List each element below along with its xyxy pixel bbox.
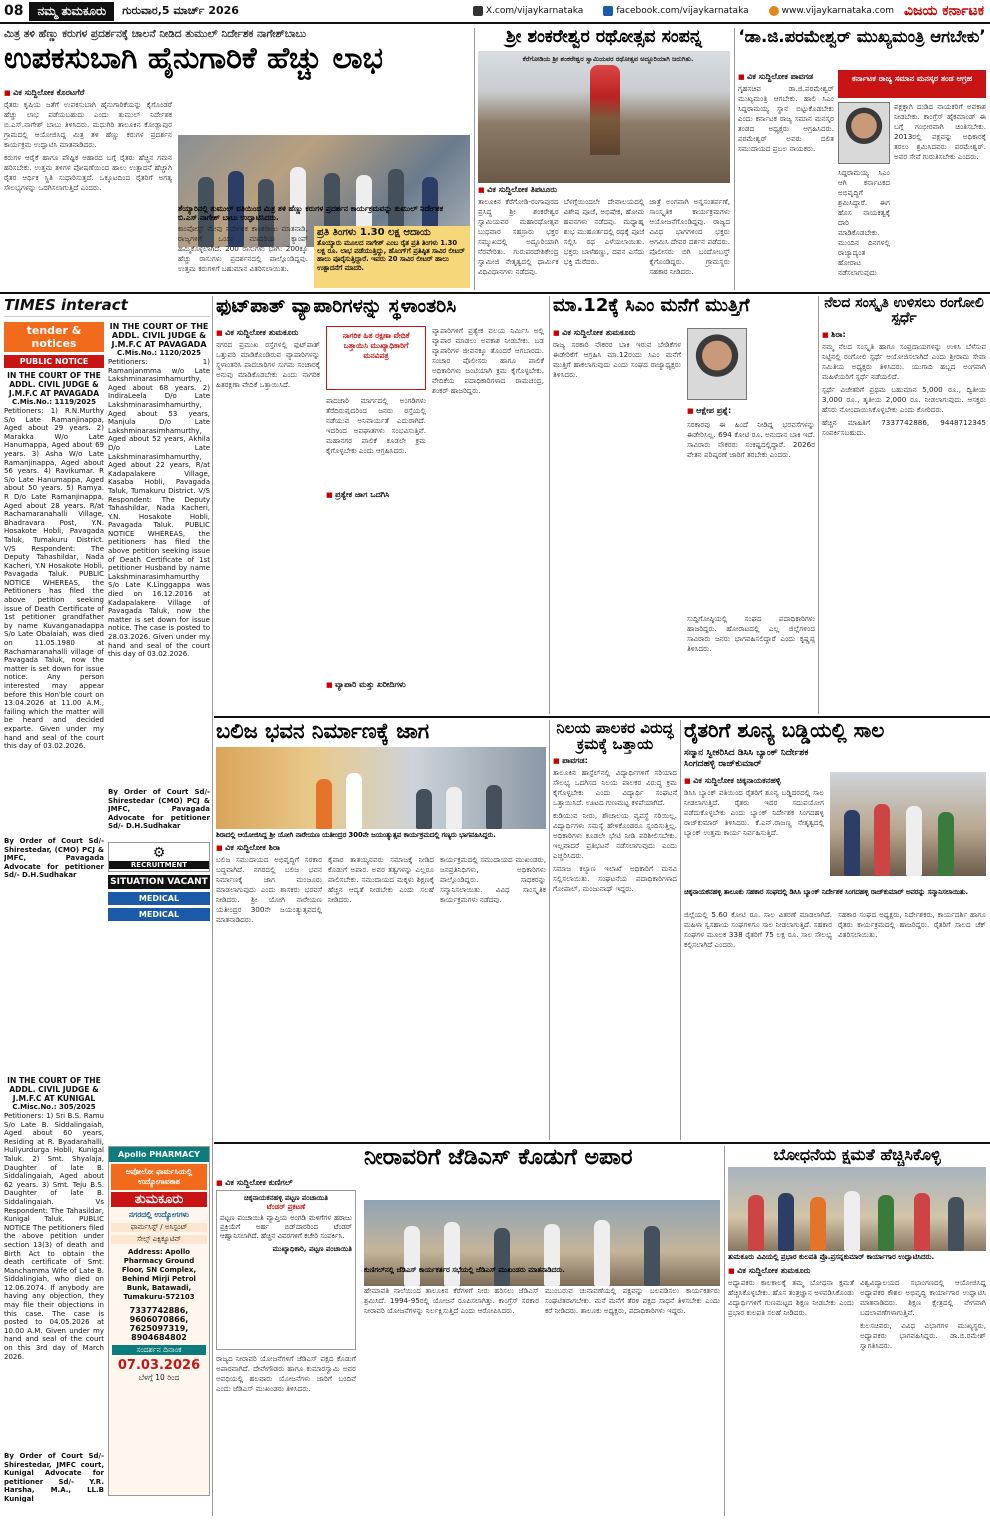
story-byline: ■ ವಿಕ ಸುದ್ದಿಲೋಕ ಕೊರಟಗೆರೆ (4, 88, 172, 98)
page-number: 08 (4, 3, 24, 19)
story-teaching (728, 1146, 986, 1516)
notice-sign: By Order of Court Sd/- Shirestedar, (CMO) PCJ & JMFC, Pavagada Advocate for petitioner Sd/- D.H.Sudhakar (4, 837, 104, 880)
story-subhead: ಸನ್ಮಾನ ಸ್ವೀಕರಿಸಿದ ಡಿಸಿಸಿ ಬ್ಯಾಂಕ್ ನಿರ್ದೇಶಕ ಸಿಂಗದಹಳ್ಳಿ ರಾಜ್‌ಕುಮಾರ್ (684, 748, 809, 769)
story-headline: ‘ಡಾ.ಜಿ.ಪರಮೇಶ್ವರ್ ಮುಖ್ಯಮಂತ್ರಿ ಆಗಬೇಕು’ (738, 27, 986, 46)
issue-date: ಗುರುವಾರ,5 ಮಾರ್ಚ್ 2026 (122, 4, 239, 17)
story-jds (216, 1146, 720, 1516)
story-headline: ಉಪಕಸುಬಾಗಿ ಹೈನುಗಾರಿಕೆ ಹೆಚ್ಚು ಲಾಭ (4, 41, 384, 76)
tender-title: ಚಿಕ್ಕನಾಯಕನಹಳ್ಳಿ ಪಟ್ಟಣ ಪಂಚಾಯಿತಿ (244, 1194, 328, 1202)
ad-interview-label: ಸಂದರ್ಶನ ದಿನಾಂಕ (112, 1345, 206, 1355)
photo-caption: ಕೆರೆಗೋಡಿಯ ಶ್ರೀ ಶಂಕರೇಶ್ವರ ಸ್ವಾಮಿಯವರ ರಥೋತ್ಸವ ಅದ್ದೂರಿಯಾಗಿ ಜರುಗಿತು. (522, 54, 694, 63)
ad-interview-date: 07.03.2026 (117, 1358, 201, 1373)
apollo-logo: Apollo PHARMACY (109, 1147, 209, 1162)
story-byline: ■ ವಿಕ ಸುದ್ದಿಲೋಕ ತಿಪಟೂರು (478, 185, 730, 195)
story-cm-siege (553, 296, 815, 714)
story-headline: ಬೋಧನೆಯ ಕ್ಷಮತೆ ಹೆಚ್ಚಿಸಿಕೊಳ್ಳಿ (773, 1145, 941, 1164)
story-body: ರಾಜ್ಯದ ನೀರಾವರಿ ಯೋಜನೆಗಳಿಗೆ ಜೆಡಿಎಸ್ ಪಕ್ಷದ ಕೊಡುಗೆ ಅಪಾರವಾಗಿದೆ. ದೇವೇಗೌಡರು ಹಾಗೂ ಕುಮಾರಸ್ವಾಮಿ ಅವರ ಅವಧಿಯಲ್ಲಿ ಹಲವಾರು ಯೋಜನೆಗಳು ಜಾರಿಗೆ ಬಂದಿವೆ ಎಂದು ಜೆಡಿಎಸ್ ಮುಖಂಡರು ತಿಳಿಸಿದರು. (216, 1354, 356, 1393)
ad-phones: 7337742886, 9606070866, 7625097319, 8904684802 (129, 1306, 189, 1342)
tender-sign: ಮುಖ್ಯಾಧಿಕಾರಿ, ಪಟ್ಟಣ ಪಂಚಾಯಿತಿ (272, 1245, 352, 1253)
notice-sign: By Order of Court Sd/- Shirestedar (CMO) PCJ & JMFC, Pavagada Advocate for petitioner Sd/- D.H.Sudhakar (108, 788, 210, 831)
story-subhead: ■ ಪ್ರತ್ಯೇಕ ಜಾಗ ಒದಗಿಸಿ (326, 490, 426, 500)
tender-sub: ಟೆಂಡರ್ ಪ್ರಕಟಣೆ (266, 1203, 306, 1211)
story-body: ಸುದ್ದಿಗೋಷ್ಠಿಯಲ್ಲಿ ಸಂಘದ ಪದಾಧಿಕಾರಿಗಳು ಹಾಜರಿದ್ದರು. ಹೋರಾಟದಲ್ಲಿ ಎಲ್ಲ ಜಿಲ್ಲೆಗಳಿಂದ ಸಾವಿರಾರು ಜನರು ಭಾಗವಹಿಸಲಿದ್ದಾರೆ ಎಂದು ಕೃಷ್ಣಪ್ಪ ತಿಳಿಸಿದರು. (687, 614, 815, 653)
medical-tag: MEDICAL (108, 908, 210, 921)
story-body-2: ಕಾಂಪೋಸ್ಟ್ ಮೇವು ನಿರ್ದೇಶಕ ಕಾಂತರಾಜು ಮಾತನಾಡಿ, ರಾಜ್ಯಗಳಿಗೆ ಒಂದು ಮಾದರಿಯ ಕ್ಯಾಂಪ್ ಹಮ್ಮಿಕೊಳ್ಳಲಾಗಿದೆ. 200 ರಾಸುಗಳು ಭಾಗಿ: 200ಕ್ಕೂ ಹೆಚ್ಚು ರಾಸುಗಳು ಪ್ರದರ್ಶನದಲ್ಲಿ ಪಾಲ್ಗೊಂಡಿದ್ದವು. ಉತ್ತಮ ಕರುಗಳಿಗೆ ಬಹುಮಾನ ವಿತರಿಸಲಾಯಿತು. (178, 224, 308, 273)
story-byline: ■ ವಿಕ ಸುದ್ದಿಲೋಕ ತುಮಕೂರು (216, 328, 320, 338)
story-body: ಪಾದಚಾರಿ ಮಾರ್ಗದಲ್ಲಿ ಅಂಗಡಿಗಳು ತೆರೆದಿರುವುದರಿಂದ ಜನರು ರಸ್ತೆಯಲ್ಲಿ ನಡೆಯುವ ಅನಿವಾರ್ಯತೆ ಎದುರಾಗಿದೆ. ಇದರಿಂದ ಅಪಘಾತಗಳು ಸಂಭವಿಸುತ್ತಿವೆ. ಮಹಾನಗರ ಪಾಲಿಕೆ ಕೂಡಲೇ ಕ್ರಮ ಕೈಗೊಳ್ಳಬೇಕು ಎಂದು ಆಗ್ರಹಿಸಿದರು. (326, 396, 426, 455)
person-photo (838, 102, 890, 164)
tender-notices-banner: tender & notices (4, 322, 104, 352)
story-body: ಬಲಿಜ ಸಮುದಾಯದ ಅಭಿವೃದ್ಧಿಗೆ ಸರಕಾರ ಬದ್ಧವಾಗಿದೆ. ನಗರದಲ್ಲಿ ಬಲಿಜ ಭವನ ನಿರ್ಮಾಣಕ್ಕೆ ಜಾಗ ಮಂಜೂರು ಮಾಡಲಾಗುವುದು ಎಂದು ಶಾಸಕರು ಭರವಸೆ ನೀಡಿದರು. ಶ್ರೀ ಯೋಗಿ ನಾರೇಯಣ ಯತೀಂದ್ರರ 300ನೇ ಜಯಂತ್ಯುತ್ಸವದಲ್ಲಿ ಮಾತನಾಡಿದರು. (216, 854, 322, 924)
person-photo (687, 328, 747, 400)
story-byline: ■ ವಿಕ ಸುದ್ದಿಲೋಕ ಶಿರಾ (216, 843, 546, 853)
ad-line: ಅಪೋಲೋ ಫಾರ್ಮಸಿಯಲ್ಲಿ ಉದ್ಯೋಗಾವಕಾಶ (111, 1164, 207, 1190)
photo-caption: ಚಿಕ್ಕನಾಯಕನಹಳ್ಳಿ ತಾಲೂಕು ಸಹಕಾರ ಸಂಘದಲ್ಲಿ ಡಿಸಿಸಿ ಬ್ಯಾಂಕ್ ನಿರ್ದೇಶಕ ಸಿಂಗದಹಳ್ಳಿ ರಾಜ್‌ಕುಮಾರ್ ಅವರನ್ನು ಸನ್ಮಾನಿಸಲಾಯಿತು. (684, 888, 969, 896)
notice-case: C.Mis.No.: 1119/2025 (11, 398, 97, 406)
ad-address: Address: Apollo Pharmacy Ground Floor, SN Complex, Behind Mirji Petrol Bunk, Batawadi, Tumakuru-572103 (121, 1248, 197, 1301)
masthead (0, 0, 990, 24)
story-body: ಜಾತ್ರೆ ಅಂಗವಾಗಿ ಅನ್ನಸಂತರ್ಪಣೆ, ಸಾಂಸ್ಕೃತಿಕ ಕಾರ್ಯಕ್ರಮಗಳು ಆಯೋಜನೆಗೊಂಡಿದ್ದವು. ರಾಜ್ಯದ ವಿವಿಧ ಭಾಗಗಳಿಂದ ಭಕ್ತರು ಆಗಮಿಸಿ ದೇವರ ದರ್ಶನ ಪಡೆದರು. ಪೊಲೀಸರು ಬಿಗಿ ಬಂದೋಬಸ್ತ್ ಕೈಗೊಂಡಿದ್ದರು. ಗ್ರಾಮಸ್ಥರು ಸಹಕಾರ ನೀಡಿದರು. (649, 196, 731, 276)
story-subhead: ■ ವ್ಯಾಪಾರಿ ಮತ್ತು ಖರೀದಿಗಳು (326, 680, 426, 690)
ad-role: ಫಾರ್ಮಸಿಸ್ಟ್ / ಅಸಿಸ್ಟಂಟ್ (111, 1223, 207, 1232)
story-headline: ನೆಲದ ಸಂಸ್ಕೃತಿ ಉಳಿಸಲು ರಂಗೋಲಿ ಸ್ಪರ್ಧೆ (824, 295, 984, 327)
story-byline: ■ ವಿಕ ಸುದ್ದಿಲೋಕ ಕುಣಿಗಲ್ (216, 1178, 356, 1188)
story-body: ವಿಶ್ವವಿದ್ಯಾಲಯದ ಸಭಾಂಗಣದಲ್ಲಿ ಆಯೋಜಿಸಿದ್ದ ಅಧ್ಯಾಪಕರ ಕೌಶಲ ಅಭಿವೃದ್ಧಿ ಕಾರ್ಯಾಗಾರ ಉದ್ಘಾಟಿಸಿ ಮಾತನಾಡಿದರು. ಶಿಕ್ಷಣ ಕ್ಷೇತ್ರದಲ್ಲಿ ವೇಗವಾಗಿ ಬದಲಾವಣೆಗಳಾಗುತ್ತಿವೆ. ಕುಲಸಚಿವರು, ವಿವಿಧ ವಿಭಾಗಗಳ ಮುಖ್ಯಸ್ಥರು, ಅಧ್ಯಾಪಕರು ಭಾಗವಹಿಸಿದ್ದರು. ಡಾ.ಬಿ.ರಮೇಶ್ ಸ್ವಾಗತಿಸಿದರು. (860, 1277, 986, 1350)
story-byline: ■ ವಿಕ ಸುದ್ದಿಲೋಕ ಚಿಕ್ಕನಾಯಕನಹಳ್ಳಿ (684, 776, 824, 786)
photo-caption: ಕುಣಿಗಲ್‌ನಲ್ಲಿ ಜೆಡಿಎಸ್ ಕಾರ್ಯಕರ್ತರ ಸಭೆಯಲ್ಲಿ ಜೆಡಿಎಸ್ ಮುಖಂಡರು ಮಾತನಾಡಿದರು. (364, 1266, 565, 1274)
ad-role: ಸೇಲ್ಸ್ ಎಕ್ಸಿಕ್ಯೂಟಿವ್ (111, 1235, 207, 1244)
story-body: ಕಾರ್ಯಕ್ರಮದಲ್ಲಿ ಸಮುದಾಯದ ಮುಖಂಡರು, ಜನಪ್ರತಿನಿಧಿಗಳು, ಅಧಿಕಾರಿಗಳು ಪಾಲ್ಗೊಂಡಿದ್ದರು. ಸಾಧಕರನ್ನು ಸನ್ಮಾನಿಸಲಾಯಿತು. ವಿವಿಧ ಸಾಂಸ್ಕೃತಿಕ ಕಾರ್ಯಕ್ರಮಗಳು ನಡೆದವು. (440, 854, 546, 904)
story-byline: ■ ವಿಕ ಸುದ್ದಿಲೋಕ ತುಮಕೂರು (728, 1266, 986, 1276)
highlight-box (314, 226, 470, 288)
story-body: ತಾಲೂಕಿನ ಹಾಸ್ಟೆಲ್‌ನಲ್ಲಿ ವಿದ್ಯಾರ್ಥಿಗಳಿಗೆ ಸರಿಯಾದ ಸೌಲಭ್ಯ ಒದಗಿಸದ ನಿಲಯ ಪಾಲಕರ ವಿರುದ್ಧ ಕ್ರಮ ಕೈಗೊಳ್ಳಬೇಕು ಎಂದು ವಿದ್ಯಾರ್ಥಿ ಸಂಘಟನೆ ಒತ್ತಾಯಿಸಿದೆ. ಊಟದ ಗುಣಮಟ್ಟ ಕಳಪೆಯಾಗಿದೆ. ಕುಡಿಯುವ ನೀರು, ಶೌಚಾಲಯ ವ್ಯವಸ್ಥೆ ಸರಿಯಿಲ್ಲ. ವಿದ್ಯಾರ್ಥಿಗಳು ಸಮಸ್ಯೆ ಹೇಳಿಕೊಂಡರೂ ಸ್ಪಂದಿಸುತ್ತಿಲ್ಲ. ಅಧಿಕಾರಿಗಳು ಕೂಡಲೇ ಭೇಟಿ ನೀಡಿ ಪರಿಶೀಲಿಸಬೇಕು. ಇಲ್ಲವಾದರೆ ಪ್ರತಿಭಟನೆ ನಡೆಸಲಾಗುವುದು ಎಂದು ಎಚ್ಚರಿಸಿದರು. ಸಮಾಜ ಕಲ್ಯಾಣ ಇಲಾಖೆ ಅಧಿಕಾರಿಗೆ ಮನವಿ ಸಲ್ಲಿಸಲಾಯಿತು. ಸಂಘಟನೆಯ ಪದಾಧಿಕಾರಿಗಳಾದ ಗೋಪಾಲ್, ಮಂಜುನಾಥ್ ಇದ್ದರು. (553, 768, 677, 894)
notice-title: IN THE COURT OF THE ADDL. CIVIL JUDGE & J.M.F.C AT KUNIGAL (7, 1076, 101, 1103)
notice-title: IN THE COURT OF THE ADDL. CIVIL JUDGE & J.M.F.C AT PAVAGADA (7, 371, 101, 398)
story-headline: ನೀರಾವರಿಗೆ ಜೆಡಿಎಸ್ ಕೊಡುಗೆ ಅಪಾರ (364, 1145, 633, 1170)
recruitment-banner: ⚙ RECRUITMENT (108, 842, 210, 872)
times-interact-logo: TIMES interact (4, 296, 210, 317)
sidebar-label: ಕರ್ನಾಟಕ ರಾಜ್ಯ ಸಮಾನ ಮನಸ್ಕರ ತಂಡ ಆಗ್ರಹ (838, 70, 986, 98)
ad-city: ತುಮಕೂರು (111, 1192, 207, 1207)
notice-body: Petitioners: 1) Ramanjanmma w/o Late Lakshminarasimhamurthy, Aged about 68 years. 2) IndiraLeela D/o Late Lakshminarasimhamurthy, Aged about 53 years, Manjula D/o Late Lakshminarasimhamurthy, Aged about 52 years, Akhila D/o Late Lakshminarasimhamurthy, Aged about 22 years, R/at Kadapalakere Village, Kasaba Hobli, Pavagada Taluk, Tumakuru District. V/S Respondent: The Deputy Tahashildar, Nada Kacheri, Y.N. Hosakote Hobli, Pavagada Taluk. PUBLIC NOTICE WHEREAS, the petitioners has filed the above petition seeking issue of Death Certificate of 1st petitioner Husband by name Lakshminarasimhamurthy S/o Late K.Linggappa was died on 16.12.2016 at Kadapalakere Village of Pavagada Taluk, now the matter is set down for issue notice. The case is posted to 28.03.2026. Given under my hand and seal of the court this day of 03.02.2026. (108, 358, 210, 659)
story-body: ನಮ್ಮ ನೆಲದ ಸಂಸ್ಕೃತಿ ಹಾಗೂ ಸಂಪ್ರದಾಯಗಳನ್ನು ಉಳಿಸಿ ಬೆಳೆಸುವ ನಿಟ್ಟಿನಲ್ಲಿ ರಂಗೋಲಿ ಸ್ಪರ್ಧೆ ಆಯೋಜಿಸಲಾಗಿದೆ ಎಂದು ಶ್ರೀರಾಮ ಸೇವಾ ಸಮಿತಿಯ ಅಧ್ಯಕ್ಷರು ತಿಳಿಸಿದರು. ಯುಗಾದಿ ಹಬ್ಬದ ಅಂಗವಾಗಿ ಮಹಿಳೆಯರಿಗೆ ಸ್ಪರ್ಧೆ ನಡೆಯಲಿದೆ. ಸ್ಪರ್ಧೆ ವಿಜೇತರಿಗೆ ಪ್ರಥಮ ಬಹುಮಾನ 5,000 ರೂ., ದ್ವಿತೀಯ 3,000 ರೂ., ತೃತೀಯ 2,000 ರೂ. ನೀಡಲಾಗುವುದು. ಆಸಕ್ತರು ಹೆಸರು ನೋಂದಾಯಿಸಿಕೊಳ್ಳಬೇಕು ಎಂದು ಕೋರಿದರು. ಹೆಚ್ಚಿನ ಮಾಹಿತಿಗೆ 7337742886, 9448712345 ಸಂಪರ್ಕಿಸಬಹುದು. (822, 342, 986, 438)
story-body: ಹೇಮಾವತಿ ನಾಲೆಯಿಂದ ತಾಲೂಕಿನ ಕೆರೆಗಳಿಗೆ ನೀರು ಹರಿಸಲು ಜೆಡಿಎಸ್ ಶ್ರಮಿಸಿದೆ. 1994-95ರಲ್ಲಿ ಯೋಜನೆ ರೂಪಿಸಲಾಗಿತ್ತು. ಕಾಂಗ್ರೆಸ್ ಸರಕಾರ ನೀರಾವರಿ ಯೋಜನೆಗಳನ್ನು ನಿರ್ಲಕ್ಷಿಸುತ್ತಿದೆ ಎಂದು ಆರೋಪಿಸಿದರು. (364, 1286, 539, 1315)
notice-title: IN THE COURT OF THE ADDL. CIVIL JUDGE & J.M.F.C AT PAVAGADA (109, 322, 209, 349)
story-body: ಕೈವಾರ ತಾತಯ್ಯನವರು ಸಮಾಜಕ್ಕೆ ನೀಡಿದ ಕೊಡುಗೆ ಅಪಾರ. ಅವರ ತತ್ವಗಳನ್ನು ಎಲ್ಲರೂ ಪಾಲಿಸಬೇಕು. ಸಮುದಾಯದ ಮಕ್ಕಳು ಶಿಕ್ಷಣಕ್ಕೆ ಹೆಚ್ಚಿನ ಆದ್ಯತೆ ನೀಡಬೇಕು ಎಂದು ಸಲಹೆ ನೀಡಿದರು. (328, 854, 434, 904)
pullquote: ನಾಗರಿಕ ಹಿತ ರಕ್ಷಣಾ ವೇದಿಕೆ ಒತ್ತಾಯಿಸಿ ಮುಖ್ಯಾಧಿಕಾರಿಗೆ ಮನವಿಪತ್ರ (326, 326, 426, 390)
section-brand: ನಮ್ಮ ತುಮಕೂರು (29, 2, 114, 21)
paper-logo: ವಿಜಯ ಕರ್ನಾಟಕ (903, 3, 984, 19)
story-dairy (4, 28, 470, 290)
notice-body: Petitioners: 1) Sri B.S. Ramu S/o Late B. Siddalingaiah, Aged about 60 years, Residing at R. Byadarahalli, Huliyurdurga Hobli, Kunigal Taluk. 2) Smt. Shyalaja, Daughter of late B. Siddalingaiah, Aged about 62 years. 3) Smt. Teju B.S. Daughter of late B. Siddalingaiah. Vs Respondent: The Tahasildar, Kunigal Taluk. PUBLIC NOTICE The petitioners filed the above petition under section 13(3) of death and Birth Act to obtain the death certificate of Smt. Manchamma Wife of Late B. Siddalingiah, who died on 12.06.2074. If anybody are having any objection, they may file their objections in this case. The case is posted to 04.05.2026 at 10.00 A.M. Given under my hand and seal of the court on this 3rd day of March 2026. (4, 1112, 104, 1361)
story-body: ಬೆಳಗ್ಗೆಯಿಂದಲೇ ದೇವಾಲಯದಲ್ಲಿ ವಿಶೇಷ ಪೂಜೆ, ಅಭಿಷೇಕ, ಹೋಮ ಹವನಗಳು ನಡೆದವು. ಮಧ್ಯಾಹ್ನ ಶುಭ ಮುಹೂರ್ತದಲ್ಲಿ ರಥಕ್ಕೆ ಪೂಜೆ ಸಲ್ಲಿಸಿ ರಥ ಎಳೆಯಲಾಯಿತು. ಭಕ್ತರು ಬಾಳೆಹಣ್ಣು, ದವನ ಎಸೆದು ಭಕ್ತಿ ಮೆರೆದರು. (563, 196, 645, 266)
story-body: ಜಿಲ್ಲೆಯಲ್ಲಿ 5.60 ಕೋಟಿ ರೂ. ಸಾಲ ವಿತರಣೆ ಮಾಡಲಾಗಿದೆ. ಮಹಿಳಾ ಸ್ವಸಹಾಯ ಸಂಘಗಳಿಗೂ ಸಾಲ ನೀಡಲಾಗುತ್ತಿದೆ. ಸಹಕಾರ ಸಂಘಗಳ ಮೂಲಕ 338 ರೈತರಿಗೆ 75 ಲಕ್ಷ ರೂ. ಸಾಲ ಸೌಲಭ್ಯ ಕಲ್ಪಿಸಲಾಗಿದೆ ಎಂದರು. (684, 910, 832, 949)
story-hostel (553, 720, 677, 1140)
apollo-ad (108, 1146, 210, 1496)
story-headline: ಶ್ರೀ ಶಂಕರೇಶ್ವರ ರಥೋತ್ಸವ ಸಂಪನ್ನ (506, 27, 702, 47)
story-body: ತಾಲೂಕಿನ ಕೆರೆಗೋಡಿ-ರಂಗಾಪುರದ ಪ್ರಸಿದ್ಧ ಶ್ರೀ ಶಂಕರೇಶ್ವರ ಸ್ವಾಮಿಯವರ ಮಹಾರಥೋತ್ಸವ ಬುಧವಾರ ಸಹಸ್ರಾರು ಭಕ್ತರ ಸಮ್ಮುಖದಲ್ಲಿ ಅದ್ದೂರಿಯಾಗಿ ನೆರವೇರಿತು. ಗುರುಪರದೇಶಿಕೇಂದ್ರ ಸ್ವಾಮೀಜಿ ನೇತೃತ್ವದಲ್ಲಿ ಧಾರ್ಮಿಕ ವಿಧಿವಿಧಾನಗಳು ನಡೆದವು. (478, 196, 559, 276)
story-headline: ರೈತರಿಗೆ ಶೂನ್ಯ ಬಡ್ಡಿಯಲ್ಲಿ ಸಾಲ (684, 718, 885, 742)
situation-vacant-tag: SITUATION VACANT (108, 875, 210, 889)
story-chariot (478, 28, 730, 290)
story-body: ಅಧ್ಯಾಪಕರು ಕಾಲಕಾಲಕ್ಕೆ ತಮ್ಮ ಬೋಧನಾ ಕ್ಷಮತೆ ಹೆಚ್ಚಿಸಿಕೊಳ್ಳಬೇಕು. ಹೊಸ ತಂತ್ರಜ್ಞಾನ ಅಳವಡಿಸಿಕೊಂಡು ವಿದ್ಯಾರ್ಥಿಗಳಿಗೆ ಗುಣಮಟ್ಟದ ಶಿಕ್ಷಣ ನೀಡಬೇಕು ಎಂದು ಪ್ರಭಾರ ಕುಲಪತಿ ಸಲಹೆ ನೀಡಿದರು. (728, 1277, 854, 1317)
story-body: ಸರಕಾರವು ಈ ಹಿಂದೆ ನೀಡಿದ್ದ ಭರವಸೆಗಳನ್ನು ಈಡೇರಿಸಿಲ್ಲ. 694 ಕೋಟಿ ರೂ. ಅನುದಾನ ಬಾಕಿ ಇದೆ. ಸಾವಿರಾರು ನೌಕರರು ಸಂಕಷ್ಟದಲ್ಲಿದ್ದಾರೆ. 2026ರ ವೇತನ ಪರಿಷ್ಕರಣೆ ಜಾರಿಗೆ ತರಬೇಕು ಎಂದರು. (687, 420, 815, 459)
story-headline: ನಿಲಯ ಪಾಲಕರ ವಿರುದ್ಧ ಕ್ರಮಕ್ಕೆ ಒತ್ತಾಯ (556, 719, 674, 754)
story-photo (216, 747, 546, 829)
story-body: ಡಿಸಿಸಿ ಬ್ಯಾಂಕ್ ವತಿಯಿಂದ ರೈತರಿಗೆ ಶೂನ್ಯ ಬಡ್ಡಿದರದಲ್ಲಿ ಸಾಲ ನೀಡಲಾಗುತ್ತಿದೆ. ರೈತರು ಇದರ ಸದುಪಯೋಗ ಪಡೆದುಕೊಳ್ಳಬೇಕು ಎಂದು ಬ್ಯಾಂಕ್ ನಿರ್ದೇಶಕ ಸಿಂಗದಹಳ್ಳಿ ರಾಜ್‌ಕುಮಾರ್ ತಿಳಿಸಿದರು. ಕೆ.ಎನ್.ರಾಜಣ್ಣ ನೇತೃತ್ವದಲ್ಲಿ ಬ್ಯಾಂಕ್ ಉತ್ತಮ ಕಾರ್ಯ ನಿರ್ವಹಿಸುತ್ತಿದೆ. (684, 788, 824, 837)
x-icon (473, 6, 483, 16)
photo-caption: ತುಮಕೂರು ವಿವಿಯಲ್ಲಿ ಪ್ರಭಾರ ಕುಲಪತಿ ಪ್ರೊ.ಪ್ರಸನ್ನಕುಮಾರ್ ಕಾರ್ಯಾಗಾರ ಉದ್ಘಾಟಿಸಿದರು. (728, 1253, 935, 1262)
story-kicker: ಮಿತ್ರ ತಳಿ ಹೆಣ್ಣು ಕರುಗಳ ಪ್ರದರ್ಶನಕ್ಕೆ ಚಾಲನೆ ನೀಡಿದ ತುಮುಲ್ ನಿರ್ದೇಶಕ ನಾಗೇಶ್‌ಬಾಬು (4, 28, 307, 40)
photo-caption: ತೆಯ್ಯಾರಿನಲ್ಲಿ ತುಮುಲ್ ವತಿಯಿಂದ ಮಿತ್ರ ತಳಿ ಹೆಣ್ಣು ಕರುಗಳ ಪ್ರದರ್ಶನ ಕಾರ್ಯಕ್ರಮವನ್ನು ತುಮುಲ್ ನಿರ್ದೇಶಕ ಬಿ.ಎಸ್.ನಾಗೇಶ್ ಬಾಬು ಉದ್ಘಾಟಿಸಿದರು. (178, 204, 444, 222)
globe-icon (769, 6, 779, 16)
story-body: ನಗರದ ಪ್ರಮುಖ ರಸ್ತೆಗಳಲ್ಲಿ ಫುಟ್‌ಪಾತ್ ಒತ್ತುವರಿ ಮಾಡಿಕೊಂಡಿರುವ ವ್ಯಾಪಾರಿಗಳನ್ನು ಸ್ಥಳಾಂತರಿಸಿ ಪಾದಚಾರಿಗಳ ಸುಗಮ ಸಂಚಾರಕ್ಕೆ ಅನುವು ಮಾಡಿಕೊಡಬೇಕು ಎಂದು ನಾಗರಿಕ ಹಿತರಕ್ಷಣಾ ವೇದಿಕೆ ಒತ್ತಾಯಿಸಿದೆ. (216, 340, 320, 389)
story-byline: ■ ವಿಕ ಸುದ್ದಿಲೋಕ ಪಾವಗಡ (738, 72, 834, 82)
story-rangoli (822, 296, 986, 714)
twitter-link[interactable]: X.com/vijaykarnataka (473, 6, 583, 16)
story-headline: ಫುಟ್‌ಪಾತ್ ವ್ಯಾಪಾರಿಗಳನ್ನು ಸ್ಥಳಾಂತರಿಸಿ (216, 295, 457, 317)
story-body: ಸಿದ್ದರಾಮಯ್ಯ ಸಿಎಂ ಆಗಿ ಕರ್ನಾಟಕದ ಅಭಿವೃದ್ಧಿಗೆ ಶ್ರಮಿಸಿದ್ದಾರೆ. ಈಗ ಹೊಸ ನಾಯಕತ್ವಕ್ಕೆ ದಾರಿ ಮಾಡಿಕೊಡಬೇಕು. ಮುಂದಿನ ದಿನಗಳಲ್ಲಿ ರಾಜ್ಯಾದ್ಯಂತ ಹೋರಾಟ ನಡೆಸಲಾಗುವುದು (838, 168, 890, 277)
public-notice-tag: PUBLIC NOTICE (4, 355, 104, 368)
story-photo (830, 772, 986, 876)
story-body: ರಾಜ್ಯ ಸರಕಾರಿ ನೌಕರರ ಬಾಕಿ ಇರುವ ಬೇಡಿಕೆಗಳ ಈಡೇರಿಕೆಗೆ ಆಗ್ರಹಿಸಿ ಮಾ.12ರಂದು ಸಿಎಂ ಮನೆಗೆ ಮುತ್ತಿಗೆ ಹಾಕಲಾಗುವುದು ಎಂದು ಸಂಘದ ರಾಜ್ಯಾಧ್ಯಕ್ಷರು ತಿಳಿಸಿದರು. (553, 340, 681, 379)
story-farm-loan (684, 720, 986, 1140)
story-body: ಗೃಹಸಚಿವ ಡಾ.ಜಿ.ಪರಮೇಶ್ವರ್ ಮುಖ್ಯಮಂತ್ರಿ ಆಗಬೇಕು. ಹಾಲಿ ಸಿಎಂ ಸಿದ್ದರಾಮಯ್ಯ ಸ್ಥಾನ ಬಿಟ್ಟುಕೊಡಬೇಕು ಎಂದು ಕರ್ನಾಟಕ ರಾಜ್ಯ ಸಮಾನ ಮನಸ್ಕರ ತಂಡದ ಅಧ್ಯಕ್ಷರು ಆಗ್ರಹಿಸಿದರು. ಪರಮೇಶ್ವರ್ ಅವರು ದಲಿತ ಸಮುದಾಯದ ಪ್ರಬಲ ನಾಯಕರು. (738, 84, 834, 153)
classifieds-column (4, 296, 210, 1516)
notice-case: C.Mis.No.: 1120/2025 (116, 349, 202, 357)
facebook-link[interactable]: facebook.com/vijaykarnataka (603, 6, 748, 16)
story-photo (728, 1167, 986, 1251)
story-parameshwar (738, 28, 986, 290)
story-body: ಮುಂಬರುವ ಚುನಾವಣೆಯಲ್ಲಿ ಪಕ್ಷವನ್ನು ಬಲಪಡಿಸಲು ಕಾರ್ಯಕರ್ತರು ಸಂಘಟಿತರಾಗಬೇಕು. ಮನೆ ಮನೆಗೆ ತೆರಳಿ ಪಕ್ಷದ ಸಾಧನೆ ತಿಳಿಸಬೇಕು ಎಂದು ಕರೆ ನೀಡಿದರು. ತಾಲೂಕು ಅಧ್ಯಕ್ಷರು, ಪದಾಧಿಕಾರಿಗಳು ಇದ್ದರು. (545, 1286, 720, 1315)
facebook-icon (603, 6, 613, 16)
medical-tag: MEDICAL (108, 892, 210, 905)
ad-interview-time: ಬೆಳಗ್ಗೆ 10 ರಿಂದ (138, 1373, 180, 1382)
notice-case: C.Misc.No.: 305/2025 (12, 1103, 96, 1111)
story-byline: ■ ಶಿರಾ: (822, 330, 986, 340)
tender-notice (216, 1190, 356, 1350)
story-body: ರೈತರು ಕೃಷಿಯ ಜತೆಗೆ ಉಪಕಸುಬಾಗಿ ಹೈನುಗಾರಿಕೆಯನ್ನು ಕೈಗೊಂಡರೆ ಹೆಚ್ಚು ಲಾಭ ಪಡೆಯಬಹುದು ಎಂದು ತುಮುಲ್ ನಿರ್ದೇಶಕ ಬಿ.ಎಸ್.ನಾಗೇಶ್ ಬಾಬು ತಿಳಿಸಿದರು. ಮಧುಗಿರಿ ತಾಲೂಕಿನ ಕೋಡ್ಲಾಪುರ ಗ್ರಾಮದಲ್ಲಿ ಆಯೋಜಿಸಿದ್ದ ಮಿತ್ರ ತಳಿ ಹೆಣ್ಣು ಕರುಗಳ ಪ್ರದರ್ಶನ ಕಾರ್ಯಕ್ರಮ ಉದ್ಘಾಟಿಸಿ ಮಾತನಾಡಿದರು. ಕರುಗಳ ಆರೈಕೆ ಹಾಗೂ ಪೌಷ್ಟಿಕ ಆಹಾರದ ಬಗ್ಗೆ ರೈತರು ಹೆಚ್ಚಿನ ಗಮನ ಹರಿಸಬೇಕು. ಉತ್ತಮ ತಳಿಗಳ ಪೋಷಣೆಯಿಂದ ಹಾಲು ಉತ್ಪಾದನೆ ಹೆಚ್ಚಾಗಿ ರೈತರ ಆರ್ಥಿಕ ಸ್ಥಿತಿ ಸುಧಾರಿಸುತ್ತದೆ. ಒಕ್ಕೂಟದಿಂದ ರೈತರಿಗೆ ಅಗತ್ಯ ಸೌಲಭ್ಯಗಳನ್ನು ಒದಗಿಸಲಾಗುತ್ತಿದೆ ಎಂದರು. (4, 100, 172, 192)
story-body: ವ್ಯಾಪಾರಿಗಳಿಗೆ ಪ್ರತ್ಯೇಕ ವಲಯ ನಿರ್ಮಿಸಿ ಅಲ್ಲಿ ವ್ಯಾಪಾರ ಮಾಡಲು ಅವಕಾಶ ನೀಡಬೇಕು. ಬಡ ವ್ಯಾಪಾರಿಗಳ ಜೀವನಕ್ಕೂ ತೊಂದರೆ ಆಗಬಾರದು. ಸಂಚಾರ ಪೊಲೀಸರು ಹಾಗೂ ಪಾಲಿಕೆ ಅಧಿಕಾರಿಗಳು ಜಂಟಿಯಾಗಿ ಕ್ರಮ ಕೈಗೊಳ್ಳಬೇಕು. ವೇದಿಕೆಯ ಪದಾಧಿಕಾರಿಗಳಾದ ರಾಮಚಂದ್ರ, ಶಂಕರ್ ಹಾಜರಿದ್ದರು. (432, 326, 544, 395)
story-byline: ■ ವಿಕ ಸುದ್ದಿಲೋಕ ತುಮಕೂರು (553, 328, 681, 338)
story-body: ಪಕ್ಷಕ್ಕಾಗಿ ದುಡಿದ ನಾಯಕರಿಗೆ ಅವಕಾಶ ನೀಡಬೇಕು. ಕಾಂಗ್ರೆಸ್ ಹೈಕಮಾಂಡ್ ಈ ಬಗ್ಗೆ ಗಂಭೀರವಾಗಿ ಚಿಂತಿಸಬೇಕು. 2013ರಲ್ಲಿ ಪಕ್ಷವನ್ನು ಅಧಿಕಾರಕ್ಕೆ ತರಲು ಶ್ರಮಿಸಿದವರು ಪರಮೇಶ್ವರ್. ಅವರ ಸೇವೆ ಗುರುತಿಸಬೇಕು ಎಂದರು. (894, 102, 986, 161)
story-balija (216, 720, 546, 1140)
highlight-body: ತೊಯ್ಯಾರು ಮೂಲದ ನಾಗೇಶ್ ಎಂಬ ರೈತ ಪ್ರತಿ ತಿಂಗಳು 1.30 ಲಕ್ಷ ರೂ. ಲಾಭ ಪಡೆಯುತ್ತಿದ್ದು, ಹೊಂಗ್‌ಗೆ ಪ್ರತಿಷ್ಠಿತ ಸಾವಿರ ಲೀಟರ್ ಹಾಲು ಪೂರೈಸುತ್ತಿದ್ದಾರೆ. ಇವರು 20 ಸಾವಿರ ಲೀಟರ್ ಹಾಲು ಉತ್ಪಾದನೆಗೆ ಮಾದರಿ. (317, 239, 465, 272)
ad-role: ನಗರದಲ್ಲಿ ಉದ್ಯೋಗಗಳು (129, 1210, 189, 1219)
notice-body: Petitioners: 1) R.N.Murthy S/o Late Ramanjinappa, Aged about 29 years. 2) Marakka W/o Late Hanumappa, Aged about 69 years. 3) Asha W/o Late Ramanjinappa, Aged about 56 years. 4) Ravikumar. R S/o Late Hanumappa, Aged about 50 years. 5) Ramya. R D/o Late Ramanjinappa, Aged about 28 years. R/at Rachamaranahalli Village, Bhadravara Post, Y.N. Hosakote Hobli, Pavagada Taluk, Tumakuru District. V/S Respondent: The Deputy Tahashildar, Nada Kacheri, Y.N Hosakote Hobli, Pavagada Taluk. PUBLIC NOTICE WHEREAS, the Petitioners has filed the above petition seeking issue of Death Certificate of 1st petitioner grandfather by name Kuvanganadappa S/o Late Obalaiah, was died on 11.05.1980 at Rachamaranahalli village of Pavagada Taluk, now the matter is set down for issue notice. Any person interested may appear before this Hon'ble court on 13.04.2026 at 11.00 A.M., failing which the matter will be heard and decided exparte. Given under my hand and seal of the court this day of 03.02.2026. (4, 407, 104, 751)
story-byline: ■ ಪಾವಗಡ: (553, 756, 677, 766)
story-headline: ಬಲಿಜ ಭವನ ನಿರ್ಮಾಣಕ್ಕೆ ಜಾಗ (216, 719, 430, 743)
photo-caption: ಶಿರಾದಲ್ಲಿ ಆಯೋಜಿಸಿದ್ದ ಶ್ರೀ ಯೋಗಿ ನಾರೇಯಣ ಯತೀಂದ್ರರ 300ನೇ ಜಯಂತ್ಯುತ್ಸವ ಕಾರ್ಯಕ್ರಮದಲ್ಲಿ ಗಣ್ಯರು ಭಾಗವಹಿಸಿದ್ದರು. (216, 830, 496, 839)
pull-label: ■ ಆಕ್ಷೇಪ ಪ್ರಶ್ನೆ: (687, 406, 815, 416)
notice-sign: By Order of Court Sd/- Shirestedar, JMFC court, Kunigal Advocate for petitioner Sd/- Y.R. Harsha, M.A., LL.B Kunigal (4, 1452, 104, 1502)
highlight-title: ಪ್ರತಿ ತಿಂಗಳು 1.30 ಲಕ್ಷ ಆದಾಯ (317, 227, 431, 238)
website-link[interactable]: www.vijaykarnataka.com (769, 6, 894, 16)
story-body: ಸಹಕಾರ ಸಂಘದ ಅಧ್ಯಕ್ಷರು, ನಿರ್ದೇಶಕರು, ಕಾರ್ಯದರ್ಶಿ ಹಾಗೂ ರೈತರು ಕಾರ್ಯಕ್ರಮದಲ್ಲಿ ಹಾಜರಿದ್ದರು. ರೈತರಿಗೆ ಸಾಲದ ಚೆಕ್ ವಿತರಿಸಲಾಯಿತು. (838, 910, 986, 939)
tender-body: ಪಟ್ಟಣ ಪಂಚಾಯಿತಿ ವ್ಯಾಪ್ತಿಯ ಅಂಗಡಿ ಮಳಿಗೆಗಳ ಹರಾಜು ಪ್ರಕ್ರಿಯೆಗೆ ಅರ್ಹ ಬಿಡ್‌ದಾರರಿಂದ ಟೆಂಡರ್ ಆಹ್ವಾನಿಸಲಾಗಿದೆ. ಹೆಚ್ಚಿನ ವಿವರಗಳಿಗೆ ಕಚೇರಿ ಸಂಪರ್ಕಿಸಿ. (220, 1214, 352, 1240)
story-headline: ಮಾ.12ಕ್ಕೆ ಸಿಎಂ ಮನೆಗೆ ಮುತ್ತಿಗೆ (553, 295, 750, 316)
story-footpath (216, 296, 546, 714)
story-photo (478, 51, 730, 183)
